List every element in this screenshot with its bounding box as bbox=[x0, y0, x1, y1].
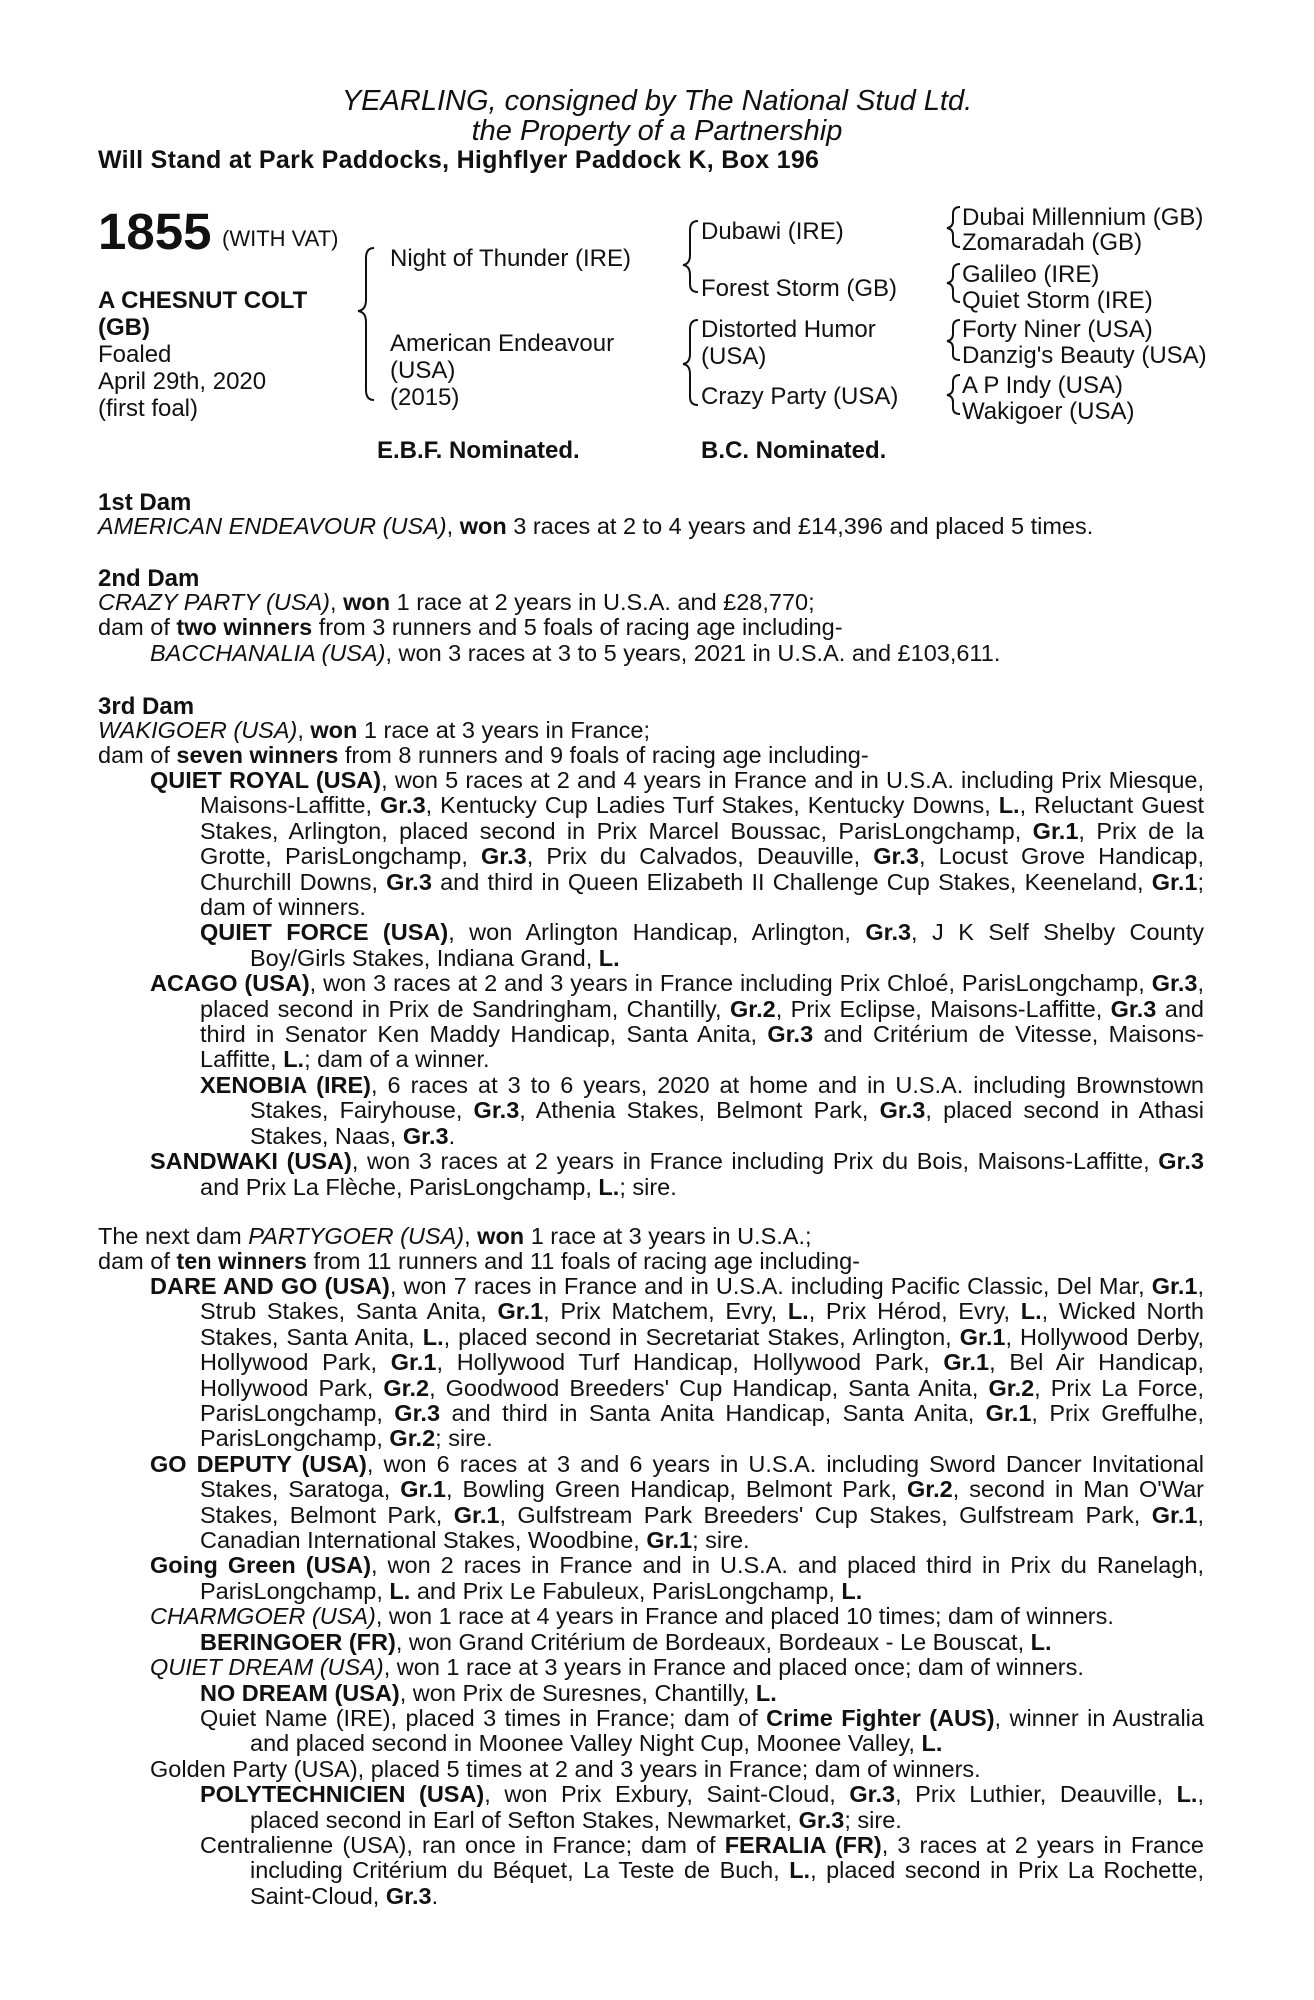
produce-beringoer: BERINGOER (FR), won Grand Critérium de Bordeaux, Bordeaux - Le Bouscat, L. bbox=[200, 1628, 1052, 1655]
next-dam-winners: ten winners bbox=[176, 1248, 307, 1274]
pedigree-g7: A P Indy (USA) bbox=[962, 372, 1123, 399]
first-dam-text: AMERICAN ENDEAVOUR (USA), won 3 races at 2 to 4 years and £14,396 and placed 5 times. bbox=[98, 513, 1094, 539]
third-dam-record: 1 race at 3 years in France; bbox=[357, 717, 650, 743]
bc-nominated: B.C. Nominated. bbox=[701, 437, 887, 464]
pedigree-g6: Danzig's Beauty (USA) bbox=[962, 342, 1207, 369]
pedigree-dam-sire-line-2: (USA) bbox=[701, 343, 767, 370]
produce-dare-and-go: DARE AND GO (USA), won 7 races in France and in U.S.A. including Pacific Classic, Del Mar, Gr.1, Strub Stakes, Santa Anita, Gr.1, Prix Matchem, Evry, L., Prix Hérod, Evry, L., Wicked North Stakes, Santa Anita, L., placed second in Secretariat Stakes, Arlington, Gr.1, Hollywood Derby, Hollywood Park, Gr.1, Hollywood Turf Handicap, Hollywood Park, Gr.1, Bel Air Handicap, Hollywood Park, Gr.2, Goodwood Breeders' Cup Handicap, Santa Anita, Gr.2, Prix La Force, ParisLongchamp, Gr.3 and third in Santa Anita Handicap, Santa Anita, Gr.1, Prix Greffulhe, ParisLongchamp, Gr.2; sire. bbox=[150, 1273, 1205, 1452]
pedigree-g3: Galileo (IRE) bbox=[962, 261, 1100, 288]
pedigree-dam-sire-line-1: Distorted Humor bbox=[701, 316, 876, 343]
pedigree-dam-line-1: American Endeavour bbox=[390, 330, 615, 357]
third-dam-produce: dam of seven winners from 8 runners and 9 foals of racing age including- bbox=[98, 742, 869, 768]
header-line-2: the Property of a Partnership bbox=[471, 115, 843, 147]
first-dam-heading: 1st Dam bbox=[98, 489, 192, 516]
next-dam-won: won bbox=[477, 1223, 525, 1249]
second-dam-heading: 2nd Dam bbox=[98, 565, 200, 592]
second-dam-produce-item: BACCHANALIA (USA), won 3 races at 3 to 5 years, 2021 in U.S.A. and £103,611. bbox=[150, 640, 1001, 666]
produce-charmgoer: CHARMGOER (USA), won 1 race at 4 years in France and placed 10 times; dam of winners. bbox=[150, 1603, 1114, 1630]
second-dam-winners: two winners bbox=[176, 614, 313, 640]
produce-acago: ACAGO (USA), won 3 races at 2 and 3 years in France including Prix Chloé, ParisLongchamp, Gr.3, placed second in Prix de Sandringham, Chantilly, Gr.2, Prix Eclipse, Maisons-Laffitte, Gr.3 and third in Senator Ken Maddy Handicap, Santa Anita, Gr.3 and Critérium de Vitesse, Maisons-Laffitte, L.; dam of a winner. bbox=[150, 970, 1204, 1073]
lot-note: (first foal) bbox=[98, 395, 199, 422]
lot-vat: (WITH VAT) bbox=[222, 226, 339, 251]
bacchanalia-name: BACCHANALIA (USA) bbox=[150, 640, 386, 666]
lot-number: 1855 bbox=[98, 203, 212, 260]
next-dam-text: The next dam PARTYGOER (USA), won 1 race at 3 years in U.S.A.; bbox=[98, 1223, 812, 1249]
header-line-3: Will Stand at Park Paddocks, Highflyer Paddock K, Box 196 bbox=[98, 146, 820, 174]
pedigree-dam-dam: Crazy Party (USA) bbox=[701, 383, 899, 410]
pedigree-sire-sire: Dubawi (IRE) bbox=[701, 218, 844, 245]
pedigree-dam-line-2: (USA) bbox=[390, 357, 456, 384]
third-dam-winners: seven winners bbox=[176, 742, 339, 768]
pedigree-sire-dam: Forest Storm (GB) bbox=[701, 275, 898, 302]
produce-go-deputy: GO DEPUTY (USA), won 6 races at 3 and 6 years in U.S.A. including Sword Dancer Invitational Stakes, Saratoga, Gr.1, Bowling Green Handicap, Belmont Park, Gr.2, second in Man O'War Stakes, Belmont Park, Gr.1, Gulfstream Park Breeders' Cup Stakes, Gulfstream Park, Gr.1, Canadian International Stakes, Woodbine, Gr.1; sire. bbox=[150, 1450, 1205, 1554]
next-dam-produce-list bbox=[150, 1274, 1204, 1909]
next-dam-produce: dam of ten winners from 11 runners and 11 foals of racing age including- bbox=[98, 1248, 860, 1274]
lot-desc-line-1: A CHESNUT COLT bbox=[98, 287, 308, 314]
pedigree-g4: Quiet Storm (IRE) bbox=[962, 287, 1153, 314]
pedigree-g8: Wakigoer (USA) bbox=[962, 398, 1135, 425]
produce-quiet-royal: QUIET ROYAL (USA), won 5 races at 2 and 4 years in France and in U.S.A. including Prix Miesque, Maisons-Laffitte, Gr.3, Kentucky Cup Ladies Turf Stakes, Kentucky Downs, L., Reluctant Guest Stakes, Arlington, placed second in Prix Marcel Boussac, ParisLongchamp, Gr.1, Prix de la Grotte, ParisLongchamp, Gr.3, Prix du Calvados, Deauville, Gr.3, Locust Grove Handicap, Churchill Downs, Gr.3 and third in Queen Elizabeth II Challenge Cup Stakes, Keeneland, Gr.1; dam of winners. bbox=[150, 767, 1205, 921]
produce-quiet-dream: QUIET DREAM (USA), won 1 race at 3 years in France and placed once; dam of winners. bbox=[150, 1654, 1084, 1681]
first-dam-record: 3 races at 2 to 4 years and £14,396 and placed 5 times. bbox=[506, 513, 1094, 539]
pedigree-dam bbox=[390, 330, 614, 411]
ebf-nominated: E.B.F. Nominated. bbox=[377, 437, 580, 464]
pedigree-sire: Night of Thunder (IRE) bbox=[390, 245, 631, 272]
pedigree-g1: Dubai Millennium (GB) bbox=[962, 204, 1204, 231]
produce-no-dream: NO DREAM (USA), won Prix de Suresnes, Chantilly, L. bbox=[200, 1679, 777, 1706]
produce-golden-party: Golden Party (USA), placed 5 times at 2 and 3 years in France; dam of winners. bbox=[150, 1755, 981, 1782]
first-dam-won: won bbox=[459, 513, 507, 539]
second-dam-record: 1 race at 2 years in U.S.A. and £28,770; bbox=[390, 589, 815, 615]
produce-centralienne: Centralienne (USA), ran once in France; dam of FERALIA (FR), 3 races at 2 years in France including Critérium du Béquet, La Teste de Buch, L., placed second in Prix La Rochette, Saint-Cloud, Gr.3. bbox=[200, 1831, 1205, 1909]
lot-date: April 29th, 2020 bbox=[98, 368, 267, 395]
produce-quiet-force: QUIET FORCE (USA), won Arlington Handicap, Arlington, Gr.3, J K Self Shelby County Boy/Girls Stakes, Indiana Grand, L. bbox=[200, 919, 1205, 971]
pedigree-dam-line-3: (2015) bbox=[390, 384, 460, 411]
lot-desc-line-2: (GB) bbox=[98, 314, 150, 341]
third-dam-text: WAKIGOER (USA), won 1 race at 3 years in France; bbox=[98, 717, 650, 743]
produce-polytechnicien: POLYTECHNICIEN (USA), won Prix Exbury, Saint-Cloud, Gr.3, Prix Luthier, Deauville, L., placed second in Earl of Sefton Stakes, Newmarket, Gr.3; sire. bbox=[200, 1781, 1204, 1833]
second-dam-won: won bbox=[343, 589, 391, 615]
lot-foaled: Foaled bbox=[98, 341, 172, 368]
produce-xenobia: XENOBIA (IRE), 6 races at 3 to 6 years, 2020 at home and in U.S.A. including Brownstown Stakes, Fairyhouse, Gr.3, Athenia Stakes, Belmont Park, Gr.3, placed second in Athasi Stakes, Naas, Gr.3. bbox=[200, 1071, 1204, 1149]
second-dam-name: CRAZY PARTY (USA) bbox=[98, 589, 331, 615]
second-dam-text: CRAZY PARTY (USA), won 1 race at 2 years in U.S.A. and £28,770; bbox=[98, 589, 815, 615]
third-dam-heading: 3rd Dam bbox=[98, 693, 195, 720]
first-dam-name: AMERICAN ENDEAVOUR (USA) bbox=[98, 513, 447, 539]
pedigree-g5: Forty Niner (USA) bbox=[962, 316, 1153, 343]
third-dam-produce-list bbox=[150, 768, 1204, 1200]
produce-going-green: Going Green (USA), won 2 races in France and in U.S.A. and placed third in Prix du Ranelagh, ParisLongchamp, L. and Prix Le Fabuleux, ParisLongchamp, L. bbox=[150, 1552, 1204, 1604]
produce-quiet-name: Quiet Name (IRE), placed 3 times in France; dam of Crime Fighter (AUS), winner in Australia and placed second in Moonee Valley Night Cup, Moonee Valley, L. bbox=[200, 1704, 1204, 1757]
next-dam-record: 1 race at 3 years in U.S.A.; bbox=[524, 1223, 812, 1249]
second-dam-produce: dam of two winners from 3 runners and 5 foals of racing age including- bbox=[98, 614, 843, 640]
pedigree-g2: Zomaradah (GB) bbox=[962, 229, 1143, 256]
next-dam-name: PARTYGOER (USA) bbox=[248, 1223, 465, 1249]
pedigree-dam-sire bbox=[701, 316, 876, 370]
third-dam-won: won bbox=[310, 717, 358, 743]
header-line-1: YEARLING, consigned by The National Stud Ltd. bbox=[341, 85, 973, 117]
produce-sandwaki: SANDWAKI (USA), won 3 races at 2 years in France including Prix du Bois, Maisons-Laffitte, Gr.3 and Prix La Flèche, ParisLongchamp, L.; sire. bbox=[150, 1148, 1204, 1200]
third-dam-name: WAKIGOER (USA) bbox=[98, 717, 298, 743]
